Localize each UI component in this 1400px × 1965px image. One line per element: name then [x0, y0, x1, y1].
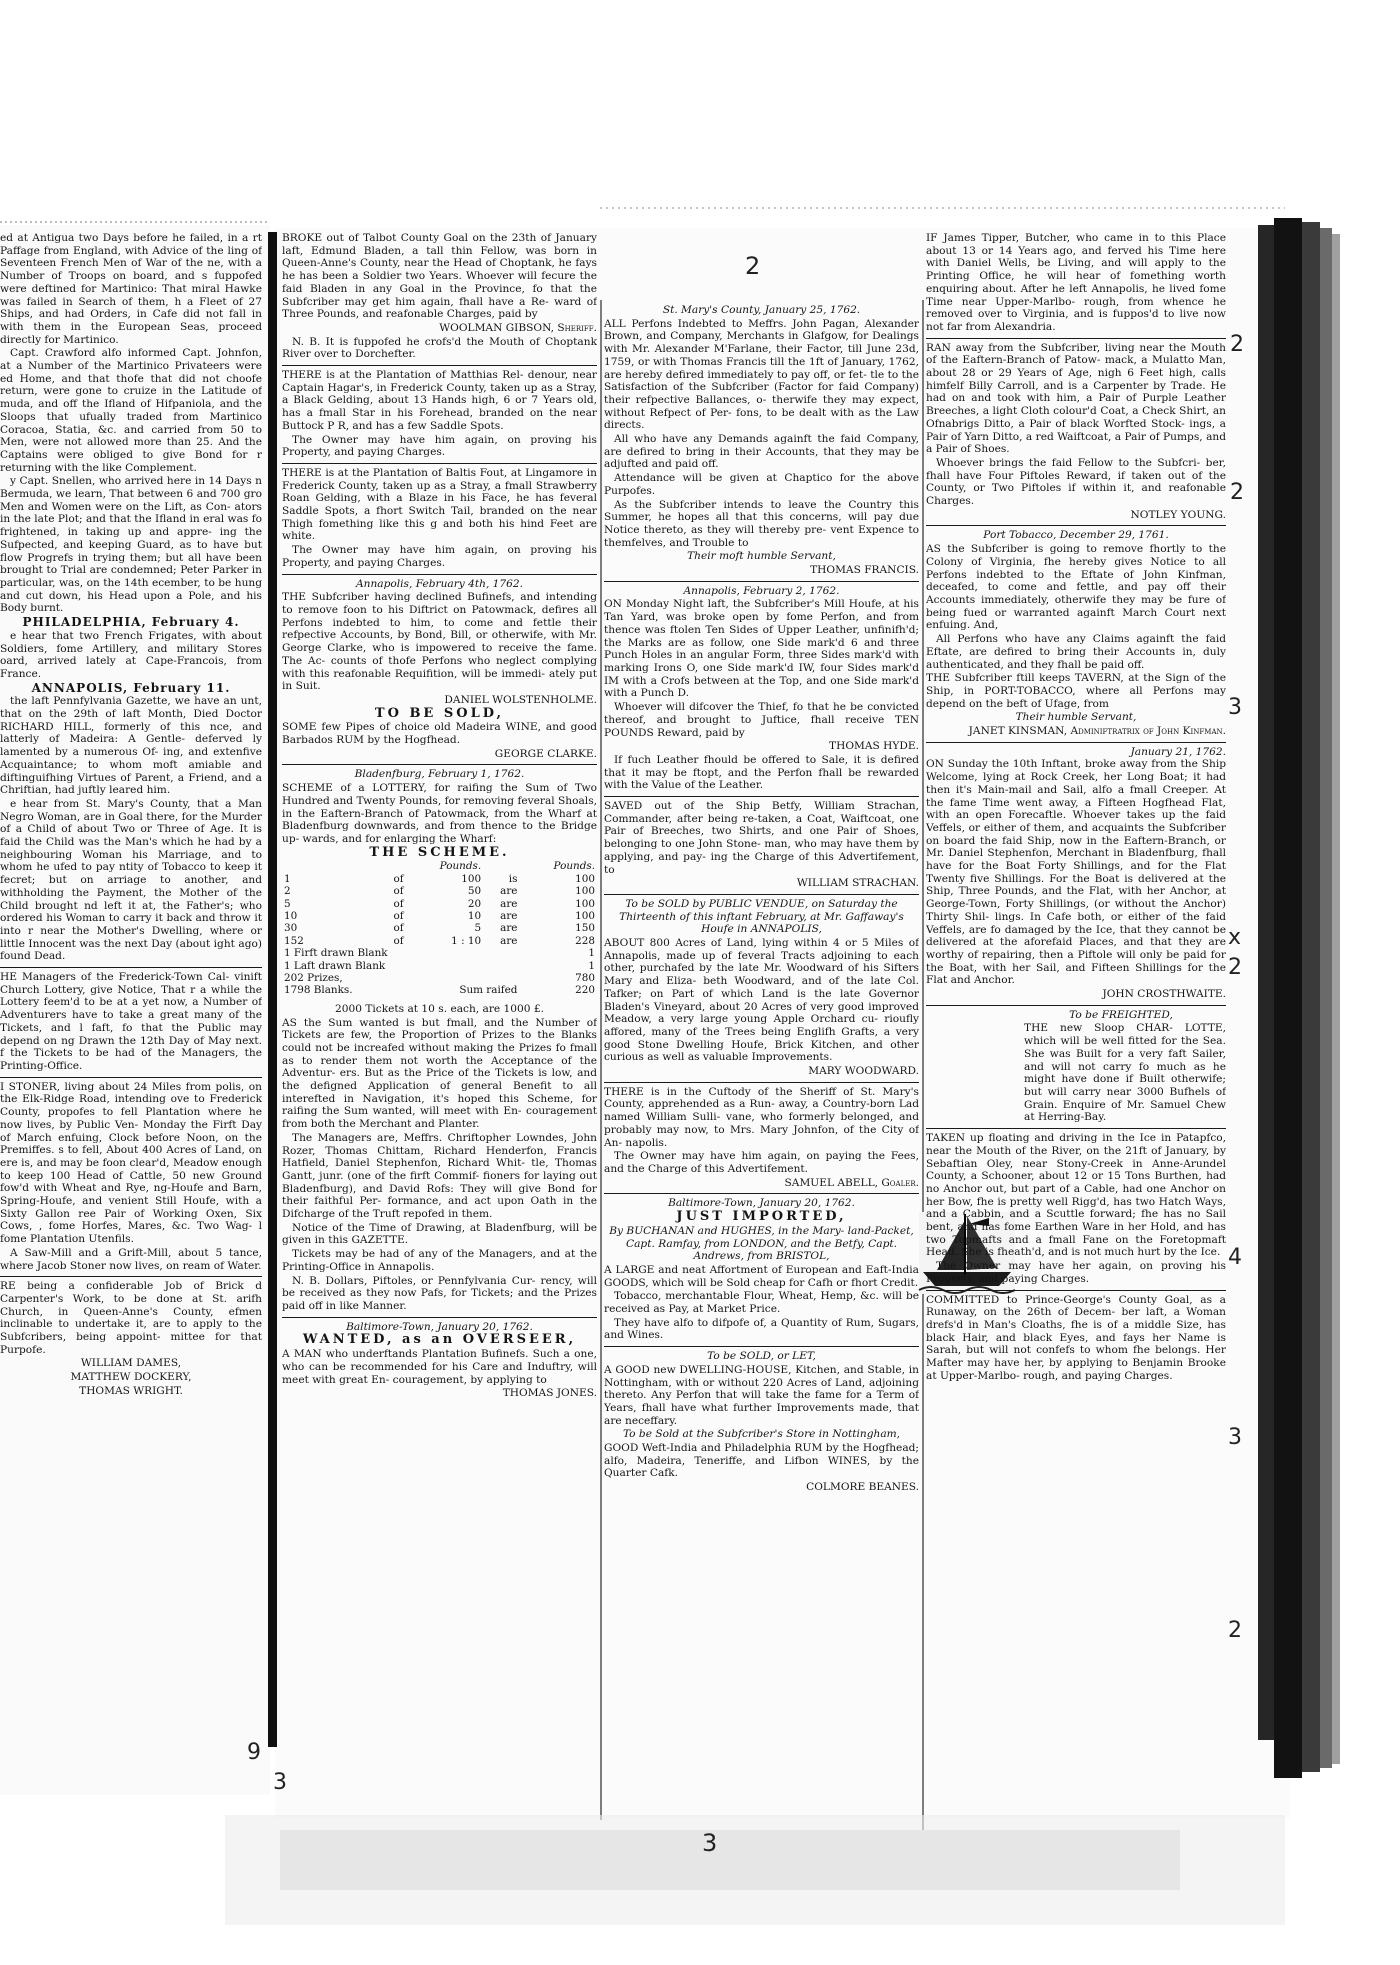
dateline: St. Mary's County, January 25, 1762. — [662, 304, 861, 316]
dateline: Annapolis, February 4th, 1762. — [355, 577, 524, 590]
table-row: 30 of 5 are 150 — [284, 922, 595, 935]
table-row: 2 of 50 are 100 — [284, 885, 595, 898]
advertisement-text: Whoever will difcover the Thief, fo that he be convicted thereof, and brought to Juftice, fhall receive TEN POUNDS Reward, paid by — [604, 701, 919, 739]
advertisement-text: BROKE out of Talbot County Goal on the 23th of January laft, Edmund Bladen, a tall thin Fellow, was born in Queen-Anne's County, near the Head of Choptank, he fays he has been a Soldier two Years. Whoever will fecure the faid Bladen in any Goal in the Province, fo that the Subfcriber may get him again, fhall have a Re- ward of Three Pounds, and reafonable Charges, paid by — [282, 232, 597, 321]
advertisement-text: If fuch Leather fhould be offered to Sale, it is defired that it may be ftopt, and the Perfon fhall be rewarded with the Value of the Leather. — [604, 753, 919, 792]
advertisement-text: SCHEME of a LOTTERY, for raifing the Sum of Two Hundred and Twenty Pounds, for removing feveral Shoals, in the Eaftern-Branch of Patowmack, from the Wharf at Bladenfburg downwards, and from thence to the Bridge up- wards, and for enlarging the Wharf: — [282, 782, 597, 845]
margin-mark: 9 — [247, 1740, 261, 1765]
signature: JANET KINSMAN, Adminiftratrix of John Kinfman. — [968, 725, 1226, 738]
advertisement-text: Whoever brings the faid Fellow to the Subfcri- ber, fhall have Four Piftoles Reward, if taken out of the County, or Two Piftoles if within it, and reafonable Charges. — [926, 456, 1226, 508]
signature: THOMAS FRANCIS. — [810, 564, 919, 577]
advertisement-text: The Owner may have her again, on proving his Property, and paying Charges. — [926, 1260, 1226, 1285]
ad-heading: To be FREIGHTED, — [1069, 1008, 1173, 1021]
margin-mark: x — [1228, 925, 1242, 950]
article-text: e hear that two French Frigates, with about Soldiers, fome Artillery, and military Stores oard, arrived lately at Cape-Francois, from France. — [0, 629, 262, 680]
dateline: January 21, 1762. — [1130, 745, 1226, 758]
signature: COLMORE BEANES. — [806, 1481, 919, 1494]
advertisement-text: Tickets may be had of any of the Managers, and at the Printing-Office in Annapolis. — [282, 1248, 597, 1273]
page-number: 2 — [745, 252, 761, 280]
advertisement-text: N. B. Dollars, Piftoles, or Pennfylvania Cur- rency, will be received as they now Pafs, for Tickets; and the Prizes paid off in like Manner. — [282, 1274, 597, 1312]
signature: MATTHEW DOCKERY, — [70, 1371, 192, 1384]
signature: DANIEL WOLSTENHOLME. — [444, 693, 597, 706]
advertisement-text: N. B. It is fuppofed he crofs'd the Mouth of Choptank River over to Dorchefter. — [282, 335, 597, 361]
signature: NOTLEY YOUNG. — [1130, 508, 1226, 521]
advertisement-text: SOME few Pipes of choice old Madeira WINE, and good Barbados RUM by the Hogfhead. — [282, 721, 597, 747]
advertisement-text: All Perfons who have any Claims againft the faid Eftate, are defired to bring their Accounts in, duly authenticated, and they fhall be paid off. — [926, 633, 1226, 671]
ad-heading: To be SOLD, or LET, — [707, 1350, 816, 1363]
advertisement-text: TAKEN up floating and driving in the Ice in Patapfco, near the Mouth of the River, on the 21ft of January, by Sebaftian Oley, near Stony-Creek in Anne-Arundel County, a Schooner, about 12 or 15 Tons Burthen, had no Anchor out, but part of a Cable, had one Anchor on her Bow, fhe is pretty well Rigg'd, has two Hatch Ways, and a Cabbin, and a Scuttle forward; fhe has no Sail bent, and has fome Earthen Ware in her Hold, and has two Topmafts and a fmall Fane on the Foretopmaft Head. She is fheath'd, and is not much hurt by the Ice. — [926, 1132, 1226, 1259]
dateline: Baltimore-Town, January 20, 1762. — [346, 1320, 533, 1333]
table-row — [282, 860, 597, 872]
advertisement-text: THE Subfcriber having declined Bufinefs, and intending to remove foon to his Diftrict on Patowmack, defires all Perfons indebted to him, to come and fettle their refpective Accounts, by Bond, Bill, or otherwife, with Mr. George Clarke, who is impowered to receive the fame. The Ac- counts of thofe Perfons who neglect complying with this reafonable Requifition, will be immedi- ately put in Suit. — [282, 591, 597, 693]
advertisement-text: A GOOD new DWELLING-HOUSE, Kitchen, and Stable, in Nottingham, with or without 220 Acres of Land, adjoining thereto. Any Perfon that will take the fame for a Term of Years, fhall have what further Improvements made, that are neceffary. — [604, 1363, 919, 1427]
advertisement-text: THERE is at the Plantation of Baltis Fout, at Lingamore in Frederick County, taken up as a Stray, a fmall Strawberry Roan Gelding, with a Blaze in his Face, he has feveral Saddle Spots, a fhort Switch Tail, branded on the near Thigh fomething like this g and both his hind Feet are white. — [282, 466, 597, 543]
scheme-tickets: 2000 Tickets at 10 s. each, are 1000 £. — [335, 1002, 544, 1015]
margin-mark: 3 — [1228, 695, 1242, 720]
signature: THOMAS HYDE. — [829, 740, 919, 753]
advertisement-text: Notice of the Time of Drawing, at Bladenfburg, will be given in this GAZETTE. — [282, 1221, 597, 1247]
column-1 — [0, 232, 262, 1812]
advertisement-text: RAN away from the Subfcriber, living near the Mouth of the Eaftern-Branch of Patow- mack, a Mulatto Man, about 28 or 29 Years of Age, nigh 6 Feet high, calls himfelf Billy Carroll, and is a Carpenter by Trade. He had on and took with him, a Pair of Purple Leather Breeches, a light Cloth colour'd Coat, a Check Shirt, an Ofnabrigs Ditto, a Pair of black Worfted Stock- ings, a Pair of Yarn Ditto, a red Waiftcoat, a Pair of Pumps, and a Pair of Shoes. — [926, 341, 1226, 456]
margin-mark: 2 — [1228, 955, 1242, 980]
dateline: Annapolis, February 2, 1762. — [683, 584, 840, 597]
dateline: PHILADELPHIA, February 4. — [22, 615, 240, 630]
advertisement-text: RE being a confiderable Job of Brick d Carpenter's Work, to be done at St. arifh Church, in Queen-Anne's County, efmen inclinable to undertake it, are to apply to the Subfcribers, being appoint- mittee for that Purpofe. — [0, 1280, 262, 1356]
advertisement-text: THERE is at the Plantation of Matthias Rel- denour, near Captain Hagar's, in Frederick County, taken up as a Stray, a Black Gelding, about 13 Hands high, 6 or 7 Years old, has a fmall Star in his Forehead, branded on the near Buttock P R, and has a few Saddle Spots. — [282, 369, 597, 432]
advertisement-text: SAVED out of the Ship Betfy, William Strachan, Commander, after being re-taken, a Coat, Waiftcoat, one Pair of Breeches, two Shirts, and one Pair of Shoes, belonging to one John Stone- man, who may have them by applying, and pay- ing the Charge of this Advertifement, to — [604, 800, 919, 876]
lottery-scheme-table — [282, 860, 597, 996]
page-number-bottom: 3 — [702, 1829, 718, 1857]
advertisement-text: A LARGE and neat Affortment of European and Eaft-India GOODS, which will be Sold cheap for Cafh or fhort Credit. — [604, 1263, 919, 1289]
advertisement-text: AS the Sum wanted is but fmall, and the Number of Tickets are few, the Proportion of Prizes to the Blanks could not be increafed without making the Prizes fo fmall as to render them not worth the Acceptance of the Adventur- ers. But as the Price of the Tickets is low, and the defigned Application of general Benefit to all interefted in Navigation, it's hoped this Scheme, for raifing the Sum wanted, will meet with En- couragement from both the Merchant and Planter. — [282, 1016, 597, 1131]
table-row: 1 of 100 is 100 — [284, 872, 595, 885]
advertisement-text: The Owner may have him again, on proving his Property, and paying Charges. — [282, 544, 597, 569]
margin-mark: 4 — [1228, 1245, 1242, 1270]
table-row: 152 of 1 : 10 are 228 — [284, 934, 595, 947]
article-text: Capt. Crawford alfo informed Capt. Johnfon, at a Number of the Martinico Privateers were ed Home, and that thofe that did not choofe return, were gone to cruize in the Latitude of muda, and off the Ifland of Hifpaniola, and the Sloops that ufually traded from Martinico Coracoa, Statia, &c. and carried from 50 to Men, were not allowed more than 25. And the Captains were obliged to give Bond for r returning with the like Complement. — [0, 347, 262, 474]
table-row: 5 of 20 are 100 — [284, 897, 595, 910]
signature: Their humble Servant, — [1015, 711, 1137, 724]
advertisement-text: HE Managers of the Frederick-Town Cal- vinift Church Lottery, give Notice, That r a while the Lottery feem'd to be at a yet now, a Number of Adventurers have to take a great many of the Tickets, and l faft, fo that the Public may depend on ng Drawn the 12th Day of May next. f the Tickets to be had of the Managers, the Printing-Office. — [0, 971, 262, 1072]
scheme-title: THE SCHEME. — [369, 844, 510, 860]
table-row: 1 Firft drawn Blank 1 — [284, 947, 595, 960]
advertisement-text: AS the Subfcriber is going to remove fhortly to the Colony of Virginia, fhe hereby gives Notice to all Perfons indebted to the Eftate of John Kinfman, deceafed, to come and fettle, and pay off their Accounts immediately, otherwife they may be fure of being fued or warranted againft March Court next enfuing. And, — [926, 543, 1226, 632]
advertisement-text: A Saw-Mill and a Grift-Mill, about 5 tance, where Jacob Stoner now lives, on ream of Water. — [0, 1246, 262, 1272]
signature: WILLIAM DAMES, — [80, 1357, 182, 1370]
advertisement-text: GOOD Weft-India and Philadelphia RUM by the Hogfhead; alfo, Madeira, Teneriffe, and Lifbon WINES, by the Quarter Cafk. — [604, 1442, 919, 1480]
signature: SAMUEL ABELL, Goaler. — [784, 1176, 919, 1189]
signature: GEORGE CLARKE. — [494, 747, 597, 760]
ad-heading: TO BE SOLD, — [374, 705, 505, 721]
advertisement-text: The Managers are, Meffrs. Chriftopher Lowndes, John Rozer, Thomas Chittam, Richard Henderfon, Francis Hatfield, Daniel Stephenfon, Richard Whit- tle, Thomas Gantt, junr. (one of the firft Commif- fioners for laying out Bladenfburg), and David Rofs: They will give Bond for their faithful Per- formance, and act upon Oath in the Difcharge of the Truft repofed in them. — [282, 1131, 597, 1221]
dateline: Port Tobacco, December 29, 1761. — [983, 529, 1169, 542]
advertisement-text: ALL Perfons Indebted to Meffrs. John Pagan, Alexander Brown, and Company, Merchants in Glafgow, for Dealings with Mr. Alexander M'Farlane, their Factor, till June 23d, 1759, or with Thomas Francis till the 1ft of January, 1762, are hereby defired immediately to pay off, or fet- tle to the Satisfaction of the Subfcriber (Factor for faid Company) their refpective Ballances, o- therwife they may expect, without Refpect of Per- fons, to be dealt with as the Law directs. — [604, 317, 919, 432]
ad-heading: WANTED, as an OVERSEER, — [302, 1332, 577, 1348]
dateline: Baltimore-Town, January 20, 1762. — [668, 1197, 855, 1210]
signature: WOOLMAN GIBSON, Sheriff. — [439, 321, 597, 334]
margin-mark: 3 — [273, 1770, 287, 1795]
ad-heading: To be Sold at the Subfcriber's Store in Nottingham, — [622, 1428, 901, 1441]
table-row: 1798 Blanks. Sum raifed 220 — [284, 984, 595, 997]
advertisement-text: THE Subfcriber ftill keeps TAVERN, at the Sign of the Ship, in PORT-TOBACCO, where all Perfons may depend on the beft of Ufage, from — [926, 672, 1226, 710]
table-row: 1 Laft drawn Blank 1 — [284, 959, 595, 972]
margin-mark: 3 — [1228, 1425, 1242, 1450]
margin-mark: 2 — [1230, 480, 1244, 505]
column-2 — [282, 232, 597, 1812]
article-text: ed at Antigua two Days before he failed, in a rt Paffage from England, with Advice of the ling of Seventeen French Men of War of the ne, with a Number of Troops on board, and s fuppofed were deftined for Martinico: That miral Hawke was failed in Search of them, h a Fleet of 27 Ships, and had Orders, in Cafe did not fall in with them in the European Seas, proceed directly for Martinico. — [0, 232, 262, 346]
advertisement-text: Attendance will be given at Chaptico for the above Purpofes. — [604, 472, 919, 497]
margin-mark: 2 — [1230, 332, 1244, 357]
dateline: Bladenfburg, February 1, 1762. — [354, 768, 525, 781]
advertisement-text: As the Subfcriber intends to leave the Country this Summer, he hopes all that this concerns, will pay due Notice thereto, as they will thereby pre- vent Expence to themfelves, and Trouble to — [604, 498, 919, 549]
signature: THOMAS JONES. — [502, 1387, 597, 1400]
advertisement-text: I STONER, living about 24 Miles from polis, on the Elk-Ridge Road, intending ove to Frederick County, propofes to fell Plantation where he now lives, by Public Ven- Monday the Firft Day of March enfuing, Clock before Noon, on the Premiffes. s to fell, About 400 Acres of Land, on ere is, and may be foon clear'd, Meadow enough to keep 100 Head of Cattle, 50 new Ground fow'd with Wheat and Rye, ng-Houfe and Barn, Spring-Houfe, and venient Still Houfe, with a Sixty Gallon ree Pair of Working Oxen, Six Cows, , fome Horfes, Mares, &c. Two Wag- l fome Plantation Utenfils. — [0, 1080, 262, 1246]
advertisement-text: All who have any Demands againft the faid Company, are defired to bring in their Accounts, that they may be adjufted and paid off. — [604, 433, 919, 471]
dateline: ANNAPOLIS, February 11. — [31, 680, 231, 695]
advertisement-text: They have alfo to difpofe of, a Quantity of Rum, Sugars, and Wines. — [604, 1316, 919, 1342]
advertisement-text: ABOUT 800 Acres of Land, lying within 4 or 5 Miles of Annapolis, made up of feveral Tracts adjoining to each other, purchafed by the late Mr. Woodward of his Sifters Mary and Eliza- beth Woodward, and of the late Col. Tafker; on Part of which Land is the late Governor Bladen's Vineyard, about 20 Acres of very good improved Meadow, a very large young Apple Orchard cu- rioufly affored, many of the Trees being Englifh Grafts, a very good Stone Dwelling Houfe, Brick Kitchen, and other curious as well as valuable Improvements. — [604, 937, 919, 1064]
advertisement-text: THE new Sloop CHAR- LOTTE, which will be well fitted for the Sea. She was Built for a very faft Sailer, and will not carry fo much as he might have done if Built otherwife; but will carry near 3000 Bufhels of Grain. Enquire of Mr. Samuel Chew at Herring-Bay. — [1024, 1022, 1226, 1124]
table-row: 10 of 10 are 100 — [284, 909, 595, 922]
signature: JOHN CROSTHWAITE. — [1102, 988, 1226, 1001]
signature: MARY WOODWARD. — [808, 1065, 919, 1078]
table-header: Pounds. — [553, 860, 595, 873]
gutter-shadow — [268, 232, 277, 1747]
table-header: Pounds. — [439, 860, 482, 873]
signature: Their moft humble Servant, — [687, 550, 836, 563]
ad-heading: To be SOLD by PUBLIC VENDUE, on Saturday the Thirteenth of this inftant February, at Mr. Gaffaway's Houfe in ANNAPOLIS, — [619, 897, 904, 936]
ad-subheading: By BUCHANAN and HUGHES, in the Mary- land-Packet, Capt. Ramfay, from LONDON, and the Betfy, Capt. Andrews, from BRISTOL, — [609, 1224, 914, 1263]
advertisement-text: ON Sunday the 10th Inftant, broke away from the Ship Welcome, lying at Rock Creek, her Long Boat; it had then it's Main-mail and Sail, alfo a fmall Creeper. At the fame Time went away, a Fifteen Hogfhead Flat, with an open Forecaftle. Whoever takes up the faid Veffels, or either of them, and acquaints the Subfcriber on board the faid Ship, now in the Eaftern-Branch, or Mr. Daniel Stephenfon, Merchant in Bladenfburg, fhall have for the Boat Forty Shillings, and for the Flat Twenty five Shillings. For the Boat is delivered at the Ship, Three Pounds, and the Flat, with her Anchor, at George-Town, Forty Shillings, (or without the Anchor) Thirty Shil- lings. In Cafe both, or either of the faid Veffels, are fo damaged by the Ice, that they cannot be delivered at the aforefaid Places, and that they are worthy of repairing, then a Piftole will only be paid for the Boat, with her Sail, and Fifteen Shillings for the Flat and Anchor. — [926, 758, 1226, 987]
advertisement-text: The Owner may have him again, on paying the Fees, and the Charge of this Advertifement. — [604, 1150, 919, 1175]
advertisement-text: The Owner may have him again, on proving his Property, and paying Charges. — [282, 433, 597, 459]
column-4 — [926, 232, 1226, 1812]
article-text: the laft Pennfylvania Gazette, we have an unt, that on the 29th of laft Month, Died Doctor RICHARD HILL, formerly of this nce, and latterly of Madeira: A Gentle- deferved ly lamented by a numerous Of- ing, and extenfive Acquaintance; to whom moft amiable and diftinguifhing Virtues of Parent, a Friend, and a Chriftian, had juftly leared him. — [0, 695, 262, 797]
book-edge — [1274, 218, 1302, 1778]
advertisement-text: IF James Tipper, Butcher, who came in to this Place about 13 or 14 Years ago, and ferved his Time here with Daniel Wells, be Living, and will apply to the Printing Office, he will hear of fomething worth enquiring about. After he left Annapolis, he lived fome Time near Upper-Marlbo- rough, from whence he removed over to Virginia, and is fuppos'd to live now not far from Alexandria. — [926, 232, 1226, 333]
advertisement-text: THERE is in the Cuftody of the Sheriff of St. Mary's County, apprehended as a Run- away, a Country-born Lad named William Sulli- vane, who formerly belonged, and probably may now, to Mrs. Mary Johnfon, of the City of An- napolis. — [604, 1085, 919, 1149]
advertisement-text: Tobacco, merchantable Flour, Wheat, Hemp, &c. will be received as Pay, at Market Price. — [604, 1290, 919, 1316]
advertisement-text: ON Monday Night laft, the Subfcriber's Mill Houfe, at his Tan Yard, was broke open by fome Perfon, and from thence was ftolen Ten Sides of Upper Leather, unfinifh'd; the Marks are as follow, one Side mark'd 6 and three Punch Holes in an angular Form, three Sides mark'd with marking Irons O, one Side mark'd IW, four Sides mark'd IM with a Crofs between at the Top, and one Side mark'd with a Punch D. — [604, 598, 919, 700]
table-row: 202 Prizes, 780 — [284, 972, 595, 984]
article-text: y Capt. Snellen, who arrived here in 14 Days n Bermuda, we learn, That between 6 and 700 gro Men and Women were on the Lift, as Con- ators in the late Plot; and that the Ifland in eral was fo frightened, in taking up and appre- ing the Sufpected, and keeping Guard, as to have but flow Progrefs in trying them; but all have been brought to Trial are condemned; Peter Parker in particular, was, on the 14th ecember, to be hung and cut down, his Head upon a Pole, and his Body burnt. — [0, 475, 262, 615]
article-text: e hear from St. Mary's County, that a Man Negro Woman, are in Goal there, for the Murder of a Child of about Two or Three of Age. It is faid the Child was the Man's which he had by a neighbouring Woman his Marriage, and to whom he ufed to pay ntity of Tobacco to keep it fecret; but on arriage to another, and withholding the Payment, the Mother of the Child brought nd left it at, the Father's; who ordered his Woman to carry it back and throw it into r near the Mother's Dwelling, where or little Innocent was the next Day (about ight ago) found Dead. — [0, 797, 262, 963]
column-3 — [604, 232, 919, 1812]
signature: WILLIAM STRACHAN. — [796, 877, 919, 890]
advertisement-text: COMMITTED to Prince-George's County Goal, as a Runaway, on the 26th of Decem- ber laft, a Woman drefs'd in Man's Cloaths, fhe is of a middle Size, has black Hair, and black Eyes, and fays her Name is Sarah, but will not confefs to whom fhe belongs. Her Mafter may have her, by applying to Benjamin Brooke at Upper-Marlbo- rough, and paying Charges. — [926, 1293, 1226, 1382]
ad-heading: JUST IMPORTED, — [676, 1209, 847, 1225]
margin-mark: 2 — [1228, 1618, 1242, 1643]
signature: THOMAS WRIGHT. — [79, 1384, 183, 1397]
advertisement-text: A MAN who underftands Plantation Bufinefs. Such a one, who can be recommended for his Care and Induftry, will meet with great En- couragement, by applying to — [282, 1348, 597, 1386]
